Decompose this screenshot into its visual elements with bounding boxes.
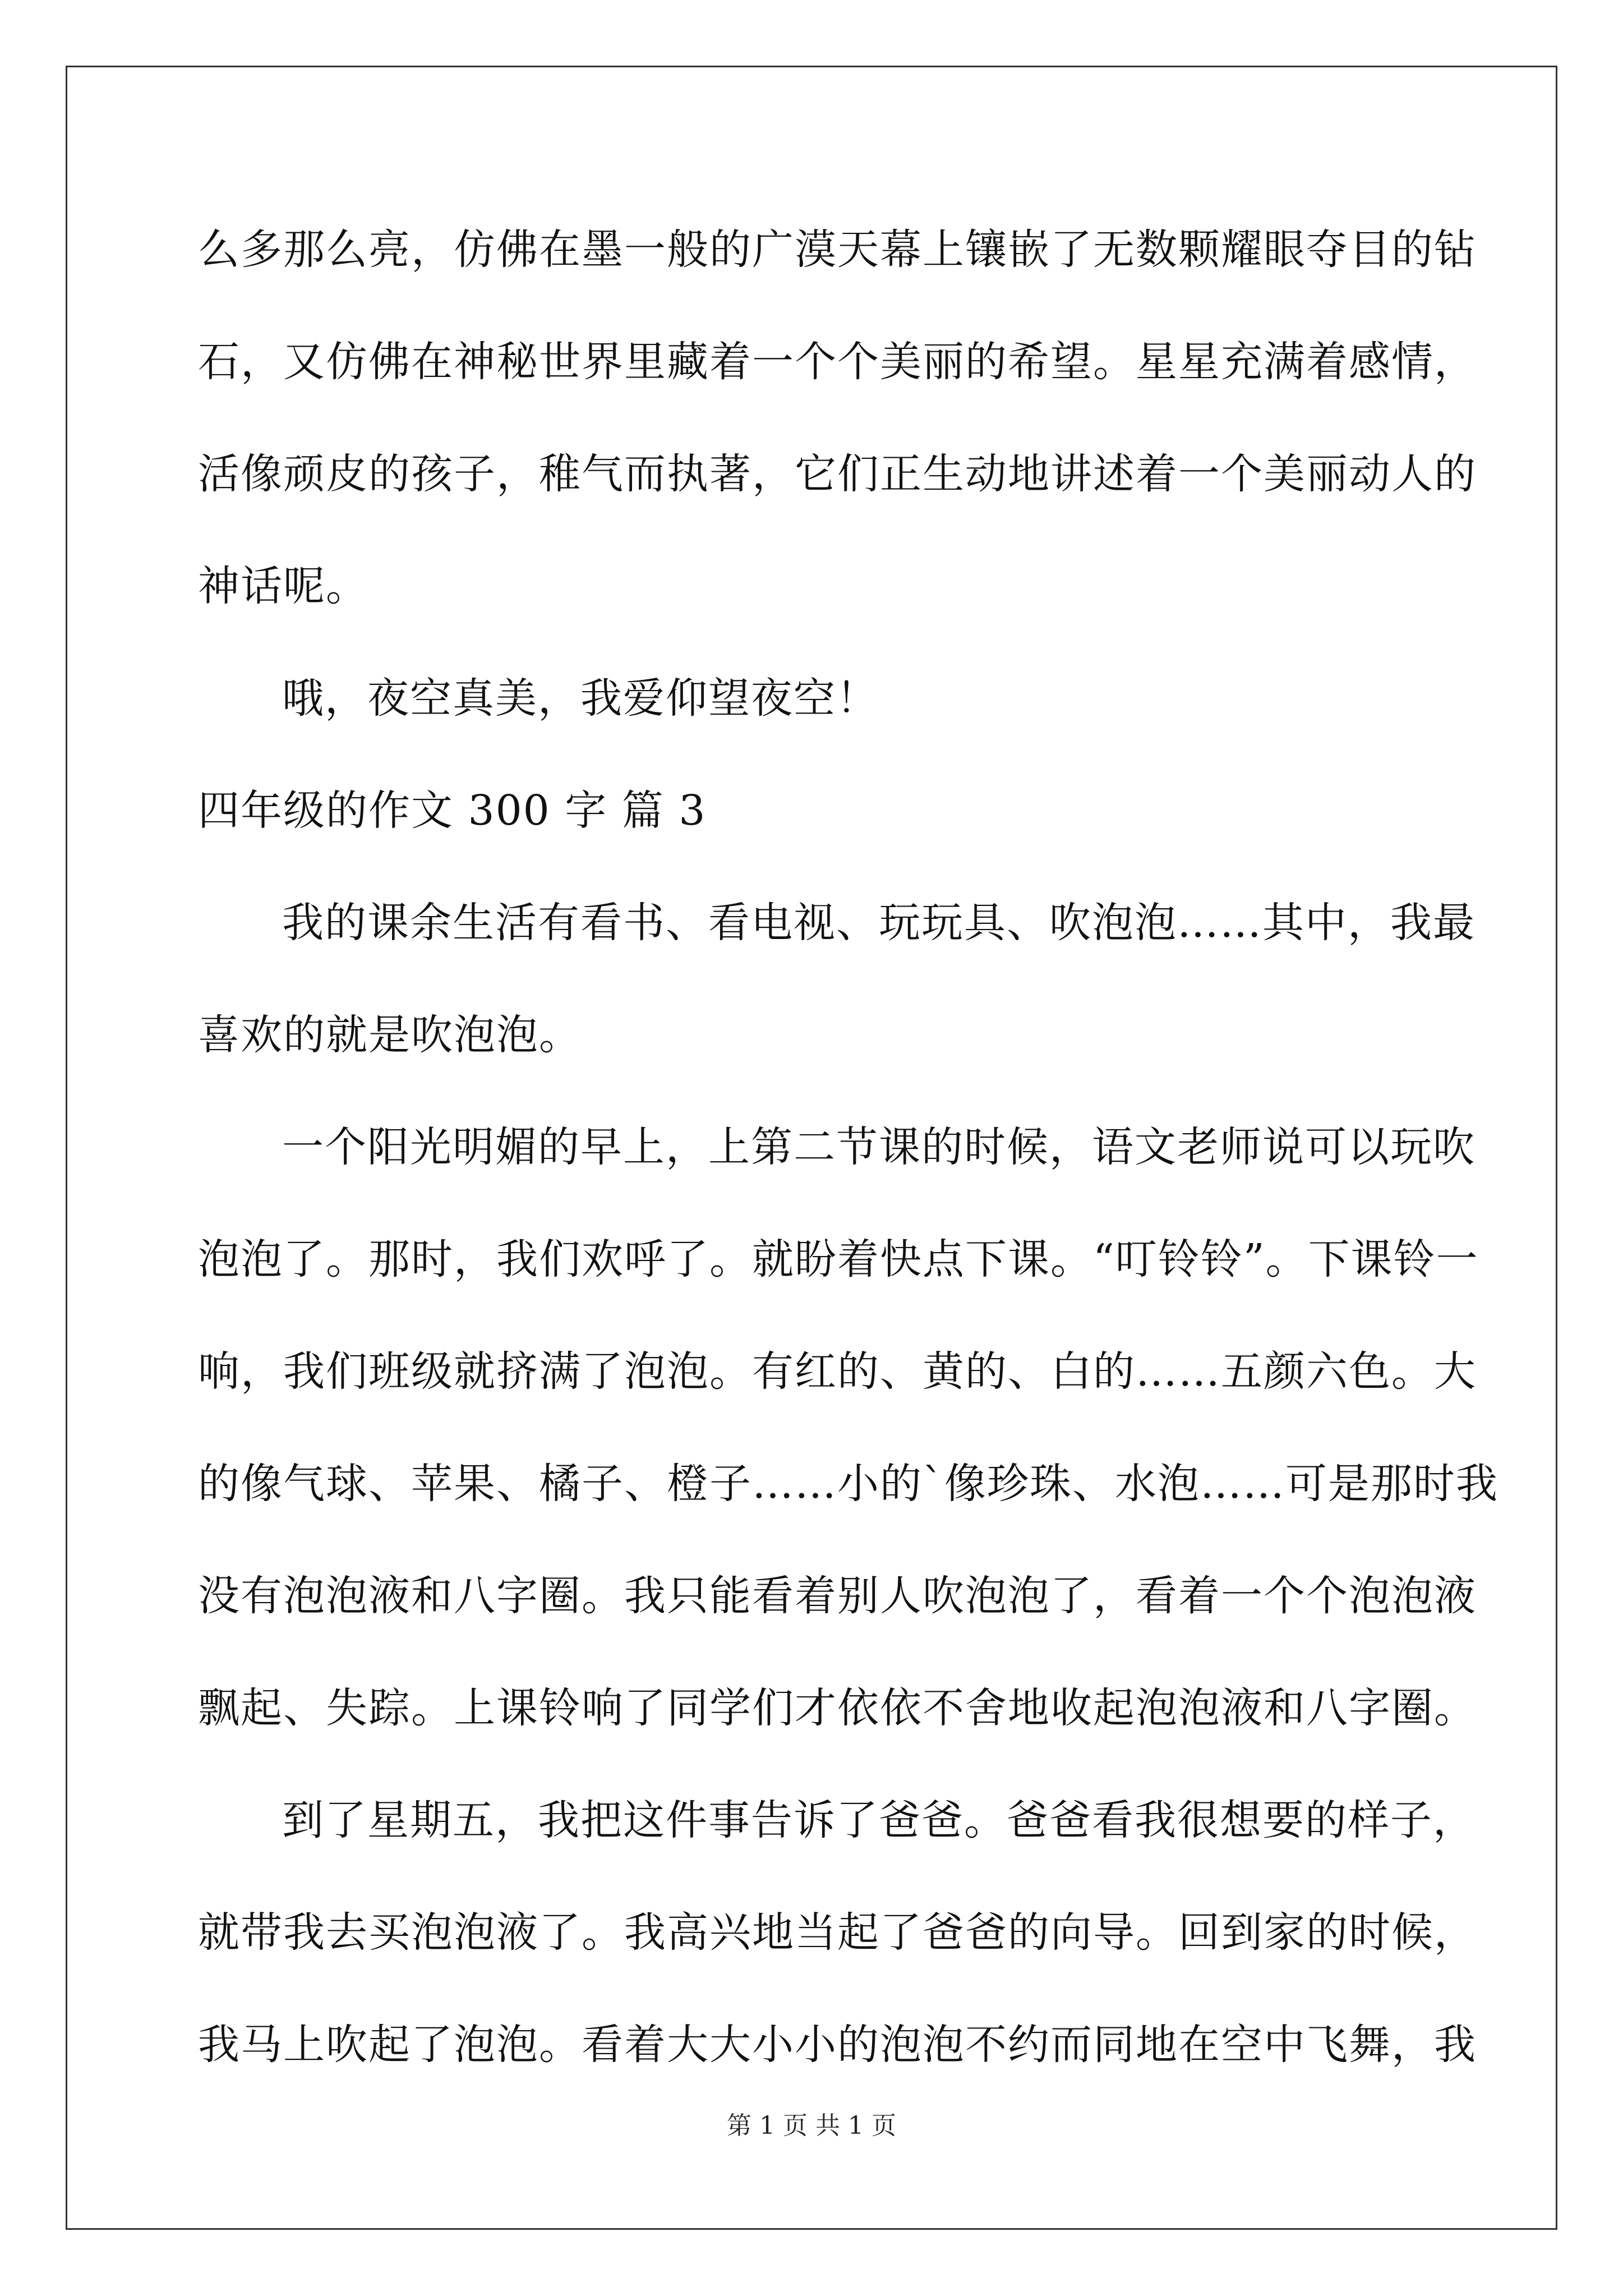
- text-line: 我马上吹起了泡泡。看着大大小小的泡泡不约而同地在空中飞舞，我: [198, 2021, 1477, 2069]
- text-line: 响，我们班级就挤满了泡泡。有红的、黄的、白的……五颜六色。大: [198, 1347, 1477, 1396]
- text-line: 就带我去买泡泡液了。我高兴地当起了爸爸的向导。回到家的时候，: [198, 1908, 1477, 1957]
- text-line: 泡泡了。那时，我们欢呼了。就盼着快点下课。“叮铃铃”。下课铃一: [198, 1235, 1479, 1283]
- text-line: 喜欢的就是吹泡泡。: [198, 1011, 582, 1059]
- text-line: 哦，夜空真美，我爱仰望夜空！: [282, 674, 879, 723]
- text-line: 没有泡泡液和八字圈。我只能看着别人吹泡泡了，看着一个个泡泡液: [198, 1572, 1477, 1620]
- text-line: 石，又仿佛在神秘世界里藏着一个个美丽的希望。星星充满着感情，: [198, 338, 1477, 386]
- page-footer: 第 1 页 共 1 页: [727, 2111, 896, 2140]
- section-title: 四年级的作文 300 字 篇 3: [198, 786, 707, 835]
- text-line: 么多那么亮，仿佛在墨一般的广漠天幕上镶嵌了无数颗耀眼夺目的钻: [198, 226, 1477, 274]
- text-line: 神话呢。: [198, 562, 368, 610]
- text-line: 我的课余生活有看书、看电视、玩玩具、吹泡泡……其中，我最: [282, 899, 1476, 947]
- text-line: 一个阳光明媚的早上，上第二节课的时候，语文老师说可以玩吹: [282, 1123, 1476, 1171]
- text-line: 到了星期五，我把这件事告诉了爸爸。爸爸看我很想要的样子，: [282, 1796, 1476, 1844]
- text-line: 活像顽皮的孩子，稚气而执著，它们正生动地讲述着一个美丽动人的: [198, 450, 1477, 498]
- text-line: 飘起、失踪。上课铃响了同学们才依依不舍地收起泡泡液和八字圈。: [198, 1684, 1477, 1732]
- text-line: 的像气球、苹果、橘子、橙子……小的`像珍珠、水泡……可是那时我: [198, 1460, 1498, 1508]
